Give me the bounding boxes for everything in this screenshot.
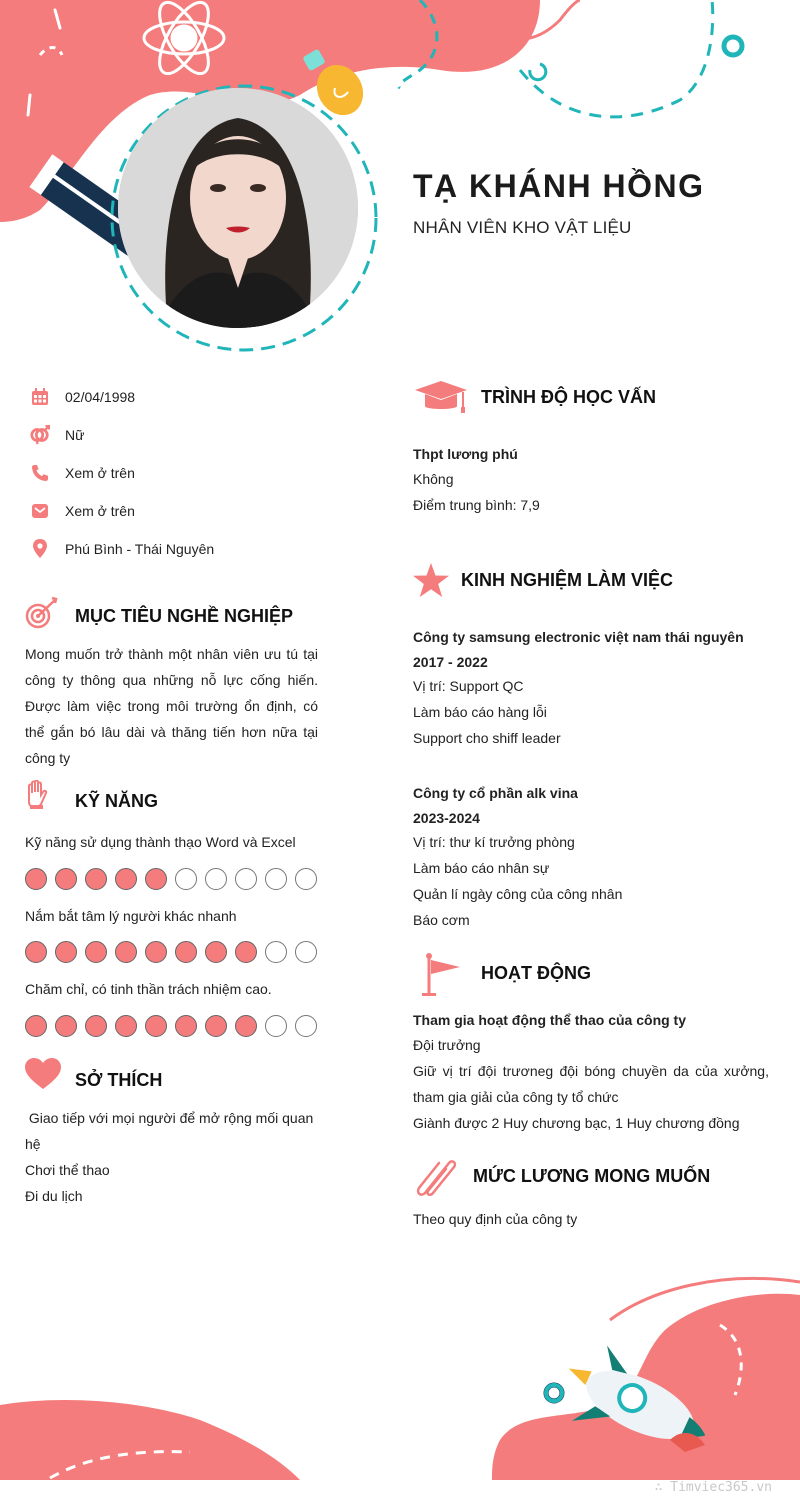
hobby-line: Giao tiếp với mọi người để mở rộng mối quan hệ [25, 1110, 318, 1152]
experience-title: KINH NGHIỆM LÀM VIỆC [461, 570, 674, 590]
phone-icon [30, 463, 50, 483]
contact-text: Phú Bình - Thái Nguyên [65, 541, 215, 557]
skill-rating [25, 941, 317, 963]
watermark: ∴ Timviec365.vn [654, 1480, 772, 1495]
salary-title: MỨC LƯƠNG MONG MUỐN [473, 1166, 711, 1186]
contact-text: Xem ở trên [65, 503, 135, 519]
profile-photo [118, 88, 358, 328]
skill-name: Chăm chỉ, có tinh thần trách nhiệm cao. [25, 981, 272, 997]
calendar-icon [30, 387, 50, 407]
flag-icon [420, 952, 462, 1003]
rating-dot-filled [25, 941, 47, 963]
rating-dot-empty [295, 941, 317, 963]
rating-dot-filled [235, 1015, 257, 1037]
contact-gender [30, 423, 84, 447]
rating-dot-filled [115, 941, 137, 963]
activity-heading: Tham gia hoạt động thể thao của công ty [413, 1012, 687, 1028]
rating-dot-empty [265, 941, 287, 963]
activities-title: HOẠT ĐỘNG [481, 963, 591, 983]
rating-dot-filled [85, 868, 107, 890]
rating-dot-filled [145, 941, 167, 963]
rating-dot-filled [205, 941, 227, 963]
rating-dot-filled [175, 1015, 197, 1037]
target-icon [25, 597, 59, 636]
rating-dot-filled [145, 868, 167, 890]
job-period: 2017 - 2022 [413, 654, 488, 670]
skill-rating [25, 1015, 317, 1037]
candidate-job-title: NHÂN VIÊN KHO VẬT LIỆU [413, 218, 632, 237]
job-period: 2023-2024 [413, 810, 480, 826]
hobby-line: Đi du lịch [25, 1188, 83, 1204]
graduation-cap-icon [413, 380, 469, 419]
objective-text: Mong muốn trở thành một nhân viên ưu tú tại công ty thông qua những nỗ lực cống hiến. Được làm việc trong môi trường ổn định, có thể gắn bó lâu dài và thăng tiến hơn nữa tại công ty [25, 646, 318, 766]
candidate-name: TẠ KHÁNH HỒNG [413, 168, 705, 204]
contact-text: Xem ở trên [65, 465, 135, 481]
location-icon [30, 539, 50, 559]
rating-dot-empty [235, 868, 257, 890]
hand-icon [26, 780, 48, 815]
teal-dashed-arc [520, 0, 713, 117]
contact-email [30, 499, 135, 523]
contact-phone [30, 461, 135, 485]
rating-dot-filled [85, 941, 107, 963]
education-gpa: Điểm trung bình: 7,9 [413, 497, 540, 513]
rating-dot-filled [115, 1015, 137, 1037]
hobby-line: Chơi thể thao [25, 1162, 110, 1178]
rating-dot-filled [55, 868, 77, 890]
contact-address [30, 537, 214, 561]
activity-desc: Giữ vị trí đội trươneg đội bóng chuyền da của xưởng, tham gia giải của công ty tổ chức [413, 1063, 769, 1105]
contact-text: Nữ [65, 427, 85, 443]
education-title: TRÌNH ĐỘ HỌC VẤN [481, 387, 656, 407]
activity-result: Giành được 2 Huy chương bạc, 1 Huy chương đồng [413, 1115, 740, 1131]
rating-dot-empty [205, 868, 227, 890]
job-line: Quản lí ngày công của công nhân [413, 886, 623, 902]
contact-birthday [30, 385, 135, 409]
paperclip-icon [415, 1155, 459, 1204]
rating-dot-filled [145, 1015, 167, 1037]
job-line: Vị trí: Support QC [413, 678, 524, 694]
avatar [118, 88, 358, 328]
skills-title: KỸ NĂNG [75, 791, 159, 811]
teal-ring [724, 37, 742, 55]
skill-name: Kỹ năng sử dụng thành thạo Word và Excel [25, 834, 296, 850]
job-line: Làm báo cáo nhân sự [413, 860, 550, 876]
skill-rating [25, 868, 317, 890]
star-icon [413, 563, 449, 602]
education-major: Không [413, 471, 454, 487]
bottom-left-blob [0, 1400, 300, 1480]
rating-dot-filled [235, 941, 257, 963]
rating-dot-filled [205, 1015, 227, 1037]
salary-text: Theo quy định của công ty [413, 1211, 578, 1227]
heart-icon [25, 1058, 61, 1095]
email-icon [30, 501, 50, 521]
job-line: Support cho shiff leader [413, 730, 561, 746]
rating-dot-filled [115, 868, 137, 890]
job-company: Công ty samsung electronic việt nam thái nguyên [413, 629, 744, 645]
job-line: Báo cơm [413, 912, 470, 928]
gender-icon [30, 425, 50, 445]
objective-title: MỤC TIÊU NGHỀ NGHIỆP [75, 606, 294, 626]
rating-dot-filled [85, 1015, 107, 1037]
education-school: Thpt lương phú [413, 446, 518, 462]
activity-role: Đội trưởng [413, 1037, 481, 1053]
rating-dot-filled [175, 941, 197, 963]
job-line: Làm báo cáo hàng lỗi [413, 704, 547, 720]
rating-dot-empty [265, 1015, 287, 1037]
rating-dot-filled [25, 868, 47, 890]
rating-dot-empty [175, 868, 197, 890]
job-company: Công ty cổ phần alk vina [413, 785, 578, 801]
hobbies-title: SỞ THÍCH [75, 1070, 163, 1090]
rating-dot-empty [295, 868, 317, 890]
rating-dot-filled [25, 1015, 47, 1037]
contact-text: 02/04/1998 [65, 389, 136, 405]
job-line: Vị trí: thư kí trưởng phòng [413, 834, 575, 850]
rating-dot-empty [295, 1015, 317, 1037]
skill-name: Nắm bắt tâm lý người khác nhanh [25, 908, 237, 924]
rating-dot-empty [265, 868, 287, 890]
rating-dot-filled [55, 941, 77, 963]
rating-dot-filled [55, 1015, 77, 1037]
